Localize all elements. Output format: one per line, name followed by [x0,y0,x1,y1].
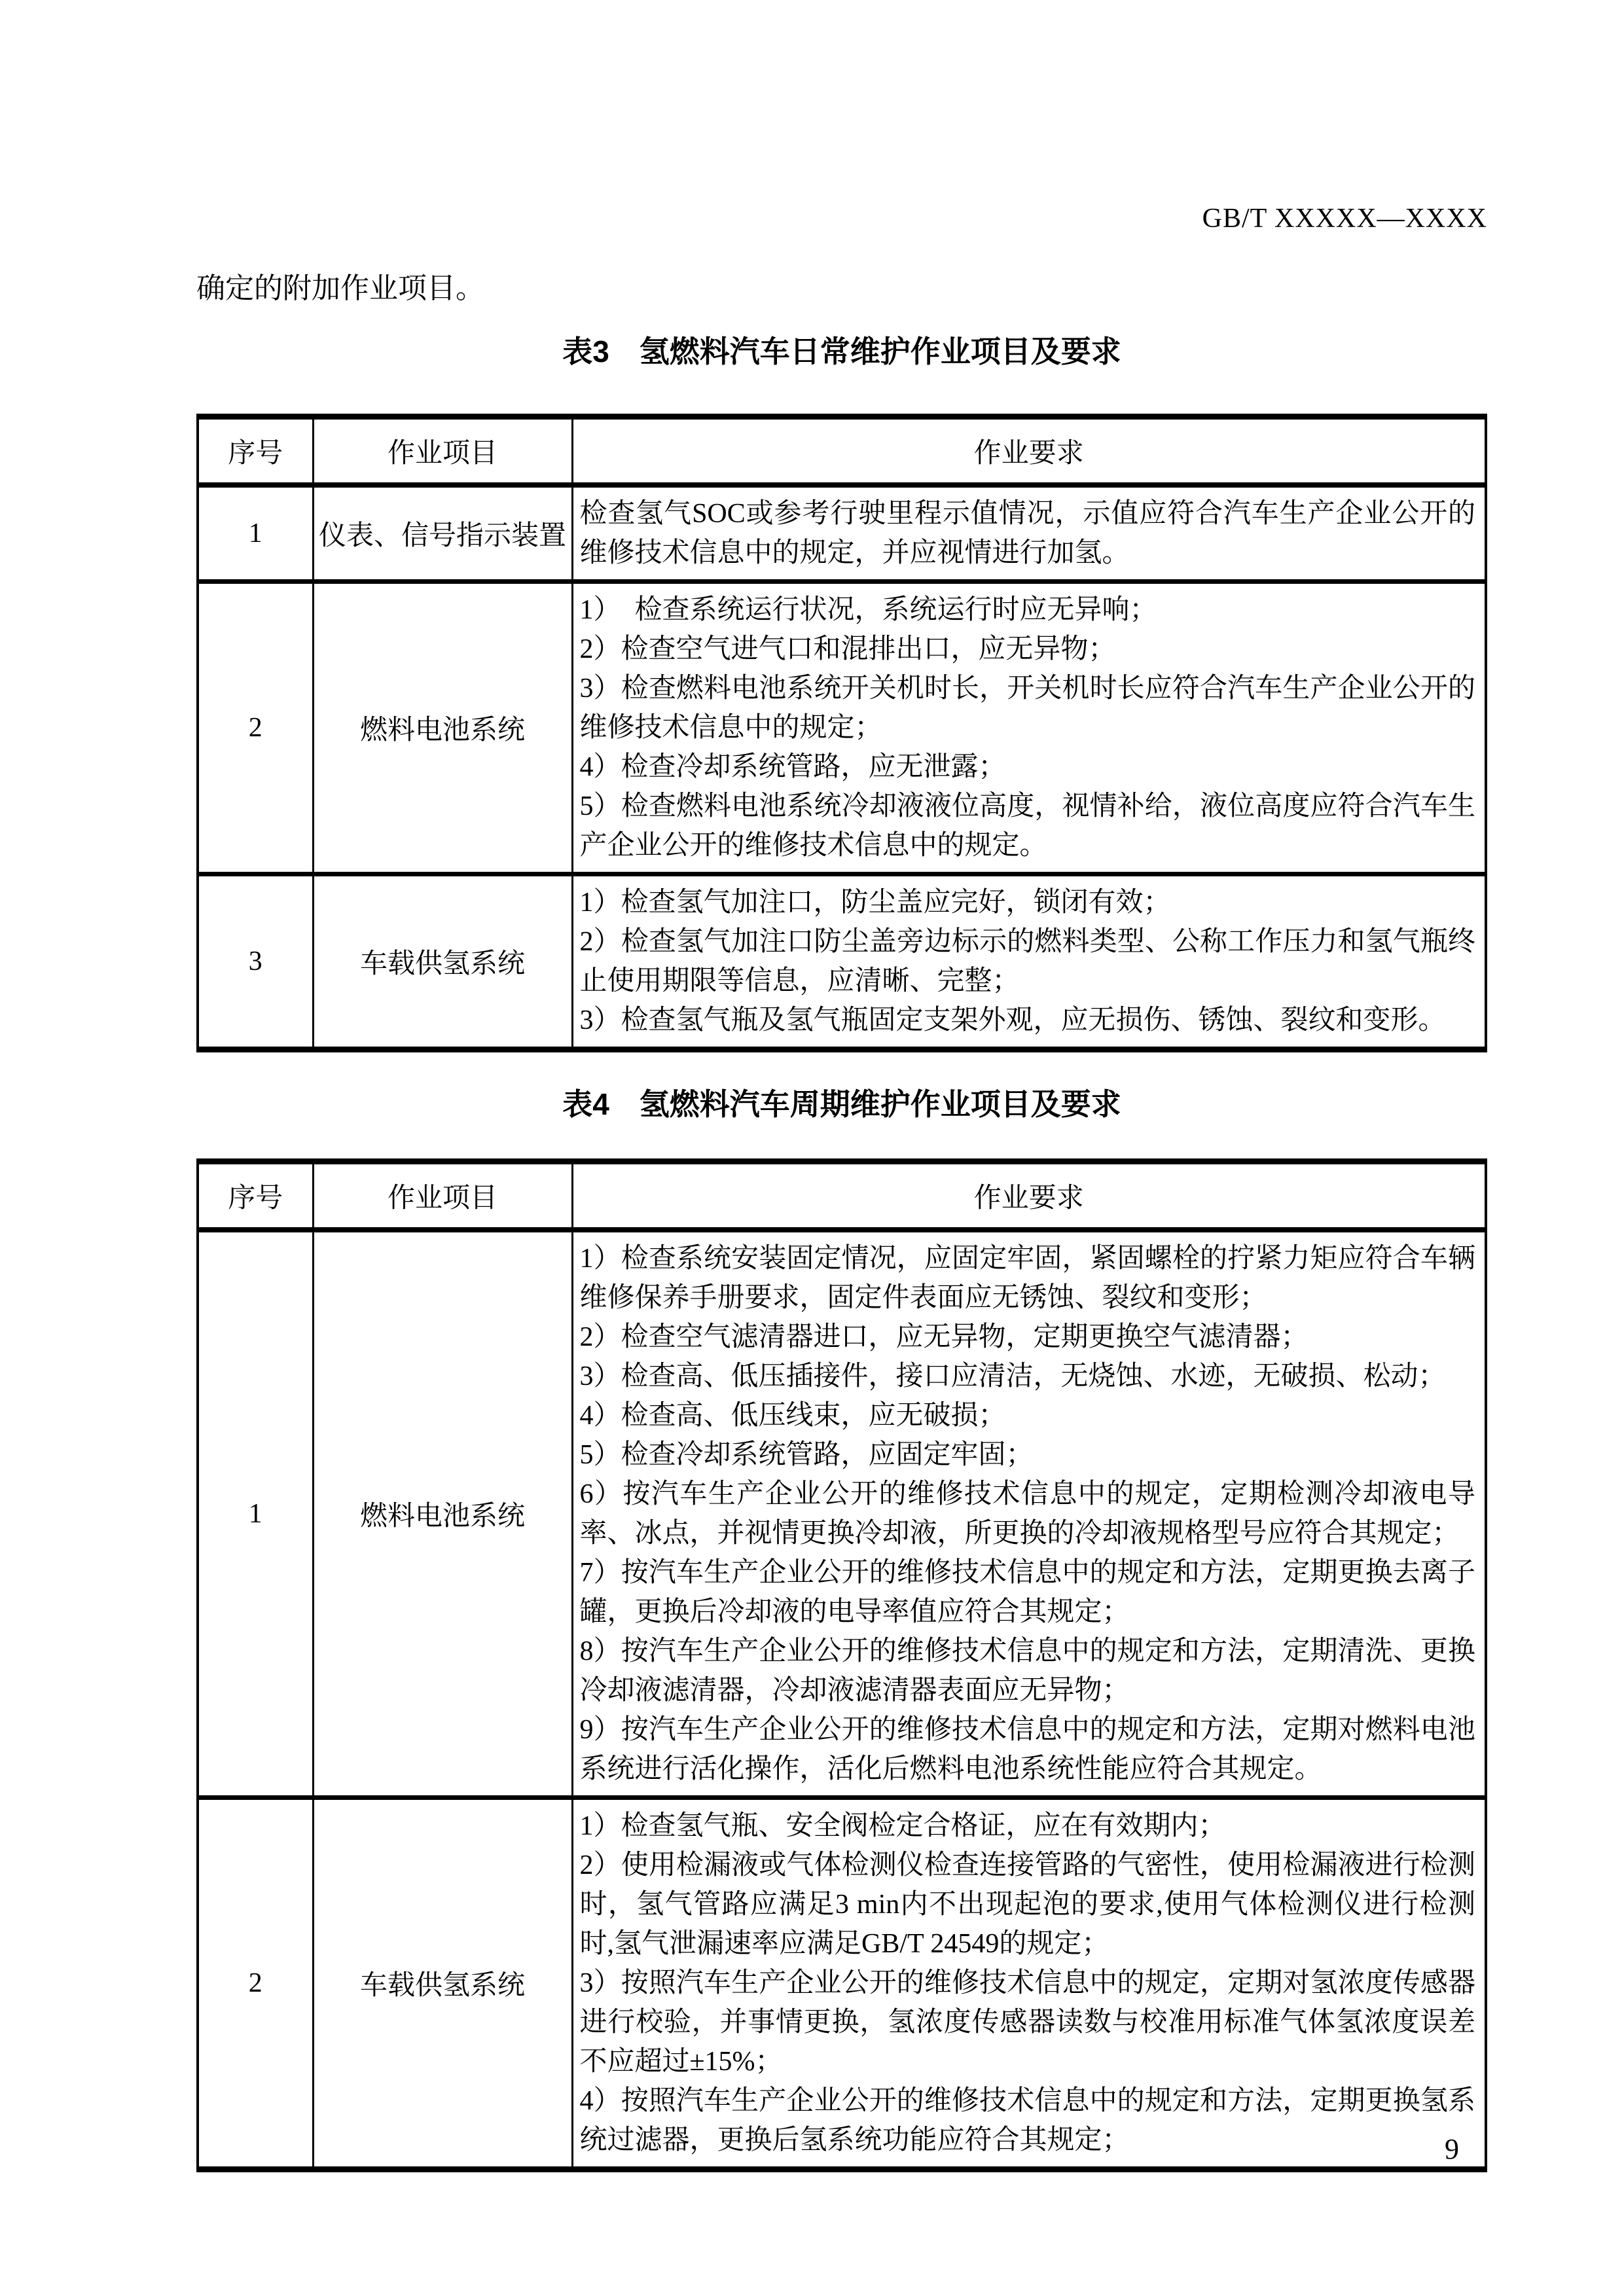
standard-number: GB/T XXXXX—XXXX [1202,204,1487,234]
intro-paragraph: 确定的附加作业项目。 [196,272,484,304]
work-item: 燃料电池系统 [313,1230,572,1798]
row-number: 2 [198,582,313,874]
requirement-line: 7）按汽车生产企业公开的维修技术信息中的规定和方法，定期更换去离子罐，更换后冷却液的电导率值应符合其规定； [579,1558,1475,1627]
requirement-line: 3）检查高、低压插接件，接口应清洁，无烧蚀、水迹，无破损、松动； [579,1361,1446,1391]
requirement-line: 检查氢气SOC或参考行驶里程示值情况，示值应符合汽车生产企业公开的维修技术信息中的规定，并应视情进行加氢。 [579,499,1475,568]
table4 [196,1158,1487,2172]
table-row [198,485,1486,582]
table-row [198,582,1486,874]
requirement-line: 4）检查高、低压线束，应无破损； [579,1401,1006,1431]
requirement-line: 9）按汽车生产企业公开的维修技术信息中的规定和方法，定期对燃料电池系统进行活化操作，活化后燃料电池系统性能应符合其规定。 [579,1715,1475,1784]
requirement-line: 3）按照汽车生产企业公开的维修技术信息中的规定，定期对氢浓度传感器进行校验，并事情更换，氢浓度传感器读数与校准用标准气体氢浓度误差不应超过±15%； [579,1968,1475,2077]
requirement-line: 2）检查氢气加注口防尘盖旁边标示的燃料类型、公称工作压力和氢气瓶终止使用期限等信息，应清晰、完整； [579,927,1475,996]
requirement-line: 4）检查冷却系统管路，应无泄露； [579,752,1006,782]
table3-col-header-requirement: 作业要求 [572,417,1486,486]
requirement-line: 1） 检查系统运行状况，系统运行时应无异响； [579,595,1157,625]
work-requirements [572,1798,1486,2170]
requirement-line: 1）检查系统安装固定情况，应固定牢固，紧固螺栓的拧紧力矩应符合车辆维修保养手册要求，固定件表面应无锈蚀、裂纹和变形； [579,1244,1475,1313]
requirement-line: 5）检查冷却系统管路，应固定牢固； [579,1440,1034,1470]
requirement-line: 8）按汽车生产企业公开的维修技术信息中的规定和方法，定期清洗、更换冷却液滤清器，冷却液滤清器表面应无异物； [579,1636,1475,1706]
table3-col-header-no: 序号 [198,417,313,486]
work-item: 燃料电池系统 [313,582,572,874]
work-item: 车载供氢系统 [313,874,572,1050]
table4-col-header-no: 序号 [198,1162,313,1230]
requirement-line: 2）使用检漏液或气体检测仪检查连接管路的气密性，使用检漏液进行检测时，氢气管路应满足3 min内不出现起泡的要求,使用气体检测仪进行检测时,氢气泄漏速率应满足GB/T 24549的规定； [579,1850,1475,1959]
table4-title: 表4 氢燃料汽车周期维护作业项目及要求 [562,1087,1121,1121]
row-number: 1 [198,1230,313,1798]
work-requirements [572,1230,1486,1798]
requirement-line: 2）检查空气滤清器进口，应无异物，定期更换空气滤清器； [579,1322,1308,1352]
row-number: 1 [198,485,313,582]
row-number: 2 [198,1798,313,2170]
table3-header-row [198,417,1486,486]
requirement-line: 3）检查燃料电池系统开关机时长，开关机时长应符合汽车生产企业公开的维修技术信息中的规定； [579,673,1475,743]
table4-col-header-requirement: 作业要求 [572,1162,1486,1230]
requirement-line: 6）按汽车生产企业公开的维修技术信息中的规定，定期检测冷却液电导率、冰点，并视情更换冷却液，所更换的冷却液规格型号应符合其规定； [579,1479,1475,1549]
table4-header-row [198,1162,1486,1230]
work-requirements [572,485,1486,582]
work-requirements [572,582,1486,874]
requirement-line: 1）检查氢气加注口，防尘盖应完好，锁闭有效； [579,888,1171,918]
work-item: 仪表、信号指示装置 [313,485,572,582]
table3 [196,414,1487,1052]
requirement-line: 3）检查氢气瓶及氢气瓶固定支架外观，应无损伤、锈蚀、裂纹和变形。 [579,1005,1446,1035]
row-number: 3 [198,874,313,1050]
requirement-line: 2）检查空气进气口和混排出口，应无异物； [579,634,1116,664]
work-requirements [572,874,1486,1050]
table3-col-header-item: 作业项目 [313,417,572,486]
requirement-line: 4）按照汽车生产企业公开的维修技术信息中的规定和方法，定期更换氢系统过滤器，更换后氢系统功能应符合其规定； [579,2086,1475,2155]
table4-col-header-item: 作业项目 [313,1162,572,1230]
table-row [198,1798,1486,2170]
table-row [198,874,1486,1050]
requirement-line: 5）检查燃料电池系统冷却液液位高度，视情补给，液位高度应符合汽车生产企业公开的维修技术信息中的规定。 [579,791,1475,861]
page-number: 9 [1445,2133,1459,2165]
work-item: 车载供氢系统 [313,1798,572,2170]
table3-title: 表3 氢燃料汽车日常维护作业项目及要求 [562,334,1121,368]
table-row [198,1230,1486,1798]
requirement-line: 1）检查氢气瓶、安全阀检定合格证，应在有效期内； [579,1811,1226,1841]
